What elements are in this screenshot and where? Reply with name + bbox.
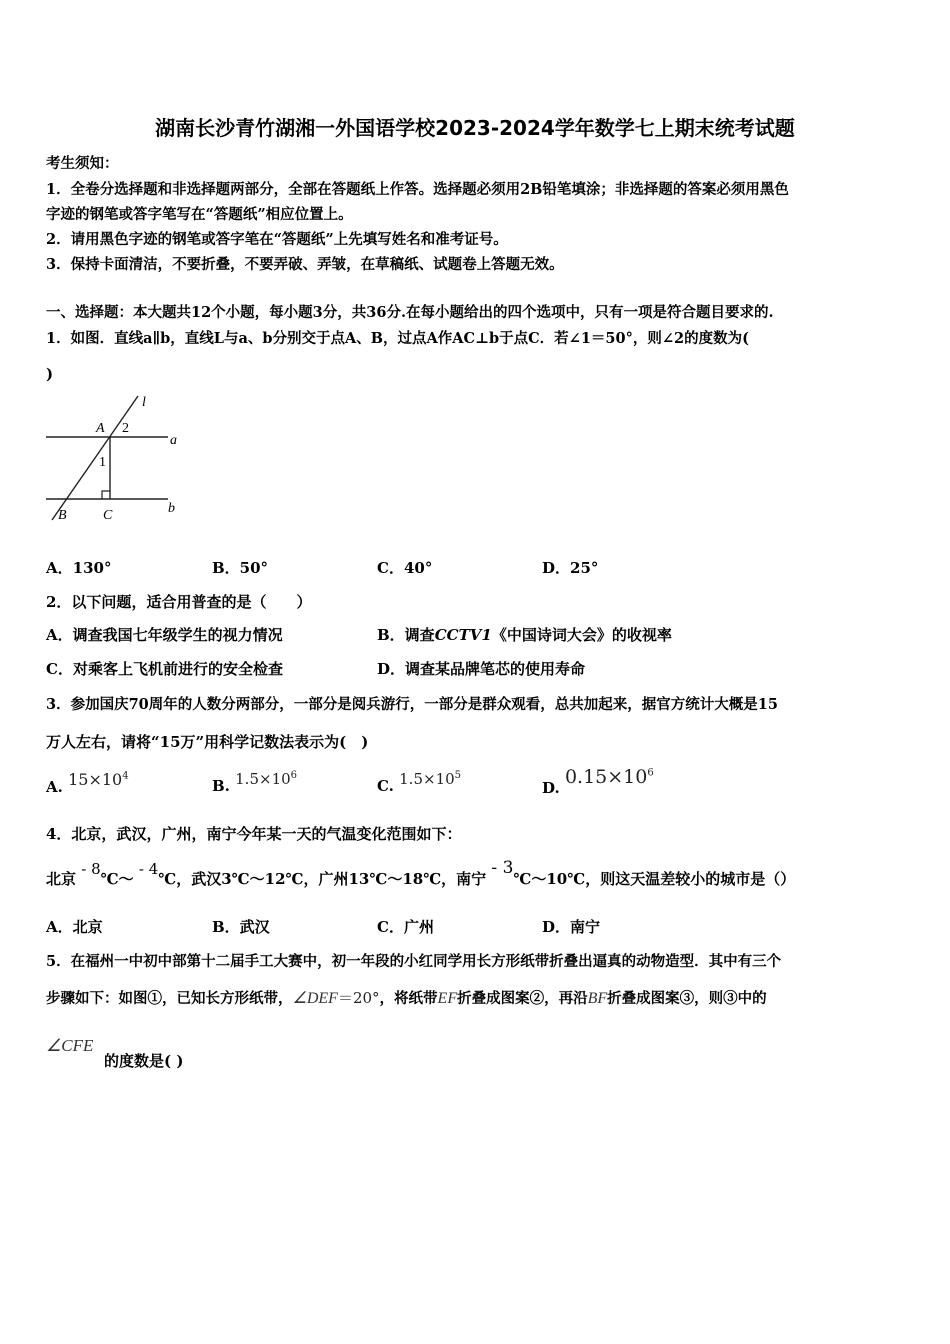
question-5-text-cont — [46, 987, 767, 1008]
q4-mid1: ℃～ — [100, 870, 134, 888]
question-5-text: 5．在福州一中初中部第十二届手工大赛中，初一年段的小红同学用长方形纸带折叠出逼真的动物造型．其中有三个 — [46, 953, 782, 970]
q5-eq: ＝20° — [337, 989, 380, 1007]
q4-minus-3: - 3 — [491, 858, 514, 878]
q3-option-d-exp: 6 — [647, 767, 654, 779]
q1-option-c[interactable]: C．40° — [377, 559, 433, 577]
q5-ef: EF — [437, 990, 458, 1007]
q4-option-a[interactable]: A．北京 — [46, 918, 103, 936]
q4-minus-4: - 4 — [138, 860, 159, 878]
q4-mid2: ℃，武汉3℃～12℃，广州13℃～18℃，南宁 — [158, 870, 487, 888]
q5-bf: BF — [587, 990, 608, 1007]
q3-option-c-label: C. — [377, 777, 394, 795]
page-title: 湖南长沙青竹湖湘一外国语学校2023-2024学年数学七上期末统考试题 — [155, 116, 795, 140]
label-1: 1 — [99, 455, 106, 470]
question-1-figure — [44, 392, 194, 524]
q4-option-b[interactable]: B．武汉 — [212, 918, 270, 936]
question-3-text-cont: 万人左右，请将“15万”用科学记数法表示为( ) — [46, 733, 369, 751]
q3-option-c-exp: 5 — [454, 770, 462, 781]
q1-option-b[interactable]: B．50° — [212, 559, 269, 577]
q3-option-b-exp: 6 — [290, 770, 298, 781]
label-C: C — [103, 508, 113, 523]
question-4-text: 4．北京，武汉，广州，南宁今年某一天的气温变化范围如下： — [46, 825, 462, 843]
q2-option-b-em: CCTV1 — [434, 626, 492, 644]
q1-option-a[interactable]: A．130° — [46, 559, 112, 577]
notice-heading: 考生须知： — [46, 155, 119, 172]
question-1-text: 1．如图．直线a∥b，直线L与a、b分别交于点A、B，过点A作AC⊥b于点C．若∠1＝50°，则∠2的度数为( — [46, 330, 749, 347]
q4-minus-8: - 8 — [81, 860, 101, 878]
question-5-text-end: 的度数是( ) — [104, 1052, 184, 1070]
right-angle-mark — [102, 491, 110, 499]
q2-option-d[interactable]: D．调查某品牌笔芯的使用寿命 — [377, 660, 586, 678]
label-2: 2 — [122, 421, 129, 436]
q2-option-b[interactable] — [377, 624, 672, 645]
question-2-text: 2．以下问题，适合用普查的是（ ） — [46, 593, 312, 611]
question-5-angle-cfe — [46, 1036, 93, 1056]
q2-option-c[interactable]: C．对乘客上飞机前进行的安全检查 — [46, 660, 283, 678]
q1-option-d[interactable]: D．25° — [542, 559, 599, 577]
q3-option-a-label: A. — [46, 778, 63, 796]
q2-option-a[interactable]: A．调查我国七年级学生的视力情况 — [46, 626, 283, 644]
notice-item-1-cont: 字迹的钢笔或答字笔写在“答题纸”相应位置上。 — [46, 206, 353, 223]
q3-option-d[interactable] — [542, 766, 654, 797]
q5-mid: ，将纸带 — [379, 990, 438, 1007]
label-A: A — [96, 421, 105, 436]
q3-option-b[interactable] — [212, 770, 298, 795]
q3-option-c-base: 1.5×10 — [399, 770, 455, 788]
q3-option-a-exp: 4 — [122, 770, 129, 782]
q2-option-b-post: 《中国诗词大会》的收视率 — [491, 626, 672, 644]
q2-option-b-pre: B．调查 — [377, 626, 435, 644]
question-4-ranges — [46, 858, 796, 889]
q3-option-d-label: D. — [542, 779, 560, 797]
q3-option-b-base: 1.5×10 — [235, 770, 291, 788]
q3-option-d-base: 0.15×10 — [564, 766, 648, 788]
q4-beijing: 北京 — [46, 870, 77, 888]
notice-item-2: 2．请用黑色字迹的钢笔或答字笔在“答题纸”上先填写姓名和准考证号。 — [46, 231, 508, 248]
notice-item-1: 1．全卷分选择题和非选择题两部分，全部在答题纸上作答。选择题必须用2B铅笔填涂；非选择题的答案必须用黑色 — [46, 181, 789, 198]
label-a: a — [170, 433, 177, 448]
q5-mid2: 折叠成图案②，再沿 — [457, 990, 588, 1007]
line-l — [52, 396, 138, 520]
label-l: l — [142, 395, 146, 410]
question-1-text-cont: ) — [46, 365, 54, 383]
q5-angle-cfe: ∠CFE — [46, 1036, 94, 1055]
q5-pre: 步骤如下：如图①，已知长方形纸带， — [46, 990, 293, 1007]
q3-option-a[interactable] — [46, 770, 129, 796]
q3-option-b-expr — [235, 770, 297, 788]
notice-item-3: 3．保持卡面清洁，不要折叠，不要弄破、弄皱，在草稿纸、试题卷上答题无效。 — [46, 256, 564, 273]
question-3-text: 3．参加国庆70周年的人数分两部分，一部分是阅兵游行，一部分是群众观看，总共加起来，据官方统计大概是15 — [46, 696, 778, 713]
q3-option-a-expr — [68, 770, 129, 789]
label-b: b — [168, 501, 175, 516]
q3-option-b-label: B. — [212, 777, 230, 795]
section-heading: 一、选择题：本大题共12个小题，每小题3分，共36分.在每小题给出的四个选项中，只有一项是符合题目要求的. — [46, 304, 774, 321]
q4-option-c[interactable]: C．广州 — [377, 918, 434, 936]
q3-option-c-expr — [399, 770, 461, 788]
q5-post: 折叠成图案③，则③中的 — [607, 990, 767, 1007]
q3-option-d-expr — [565, 766, 654, 788]
label-B: B — [58, 508, 67, 523]
q5-angle-def: ∠DEF — [292, 990, 338, 1007]
q4-option-d[interactable]: D．南宁 — [542, 918, 601, 936]
q3-option-c[interactable] — [377, 770, 462, 795]
q4-tail: ℃～10℃，则这天温差较小的城市是（） — [513, 870, 796, 888]
q3-option-a-base: 15×10 — [68, 770, 123, 789]
